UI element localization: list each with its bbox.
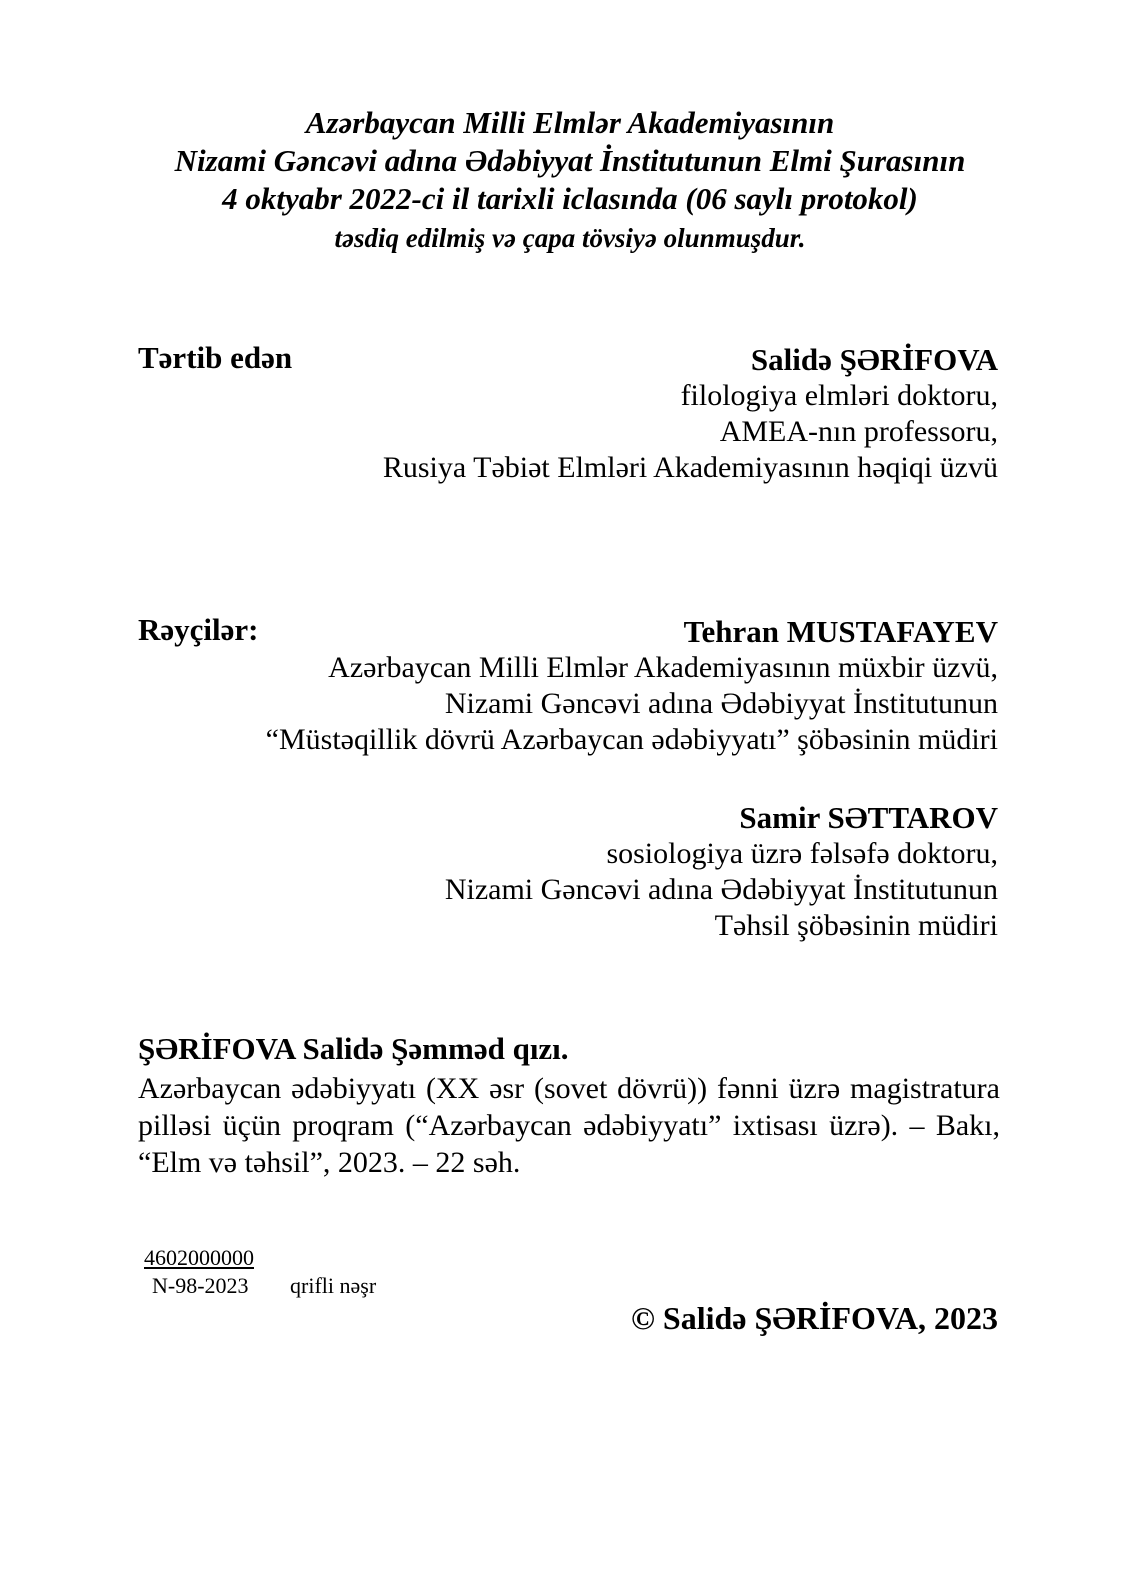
publication-codes: [144, 1244, 254, 1300]
reviewer-1-name: Tehran MUSTAFAYEV: [683, 614, 998, 649]
compiler-detail: filologiya elmləri doktoru,: [680, 379, 998, 412]
reviewer-1-block: [266, 614, 998, 758]
compiler-block: [383, 342, 998, 486]
edition-note: qrifli nəşr: [290, 1273, 377, 1298]
publication-number: N-98-2023: [152, 1273, 249, 1298]
isbn-code: 4602000000: [144, 1245, 254, 1270]
bibliography-title: ŞƏRİFOVA Salidə Şəmməd qızı.: [138, 1031, 569, 1066]
reviewer-2-name: Samir SƏTTAROV: [739, 800, 998, 835]
bibliography-text: Azərbaycan ədəbiyyatı (XX əsr (sovet dövrü)) fənni üzrə magistratura pilləsi üçün proqram (“Azərbaycan ədəbiyyatı” ixtisası üzrə). – Bakı, “Elm və təhsil”, 2023. – 22 səh.: [138, 1072, 1000, 1179]
compiler-name: Salidə ŞƏRİFOVA: [750, 342, 998, 377]
compiler-detail: AMEA-nın professoru,: [719, 415, 998, 448]
reviewer-2-block: [445, 800, 998, 944]
compiler-label: Tərtib edən: [138, 340, 293, 375]
approval-line-4: təsdiq edilmiş və çapa tövsiyə olunmuşdur.: [334, 223, 806, 253]
reviewers-label: Rəyçilər:: [138, 612, 259, 647]
reviewer-2-detail: Təhsil şöbəsinin müdiri: [714, 909, 998, 942]
reviewer-2-detail: Nizami Gəncəvi adına Ədəbiyyat İnstitutunun: [444, 873, 998, 906]
compiler-detail: Rusiya Təbiət Elmləri Akademiyasının həqiqi üzvü: [382, 451, 998, 484]
bibliographic-entry: [138, 1030, 1000, 1181]
approval-line-1: Azərbaycan Milli Elmlər Akademiyasının: [305, 105, 835, 140]
approval-line-2: Nizami Gəncəvi adına Ədəbiyyat İnstitutunun Elmi Şurasının: [174, 143, 966, 178]
reviewer-2-detail: sosiologiya üzrə fəlsəfə doktoru,: [606, 837, 998, 870]
reviewer-1-detail: “Müstəqillik dövrü Azərbaycan ədəbiyyatı” şöbəsinin müdiri: [265, 723, 998, 756]
reviewer-1-detail: Azərbaycan Milli Elmlər Akademiyasının müxbir üzvü,: [328, 651, 998, 684]
reviewer-1-detail: Nizami Gəncəvi adına Ədəbiyyat İnstitutunun: [444, 687, 998, 720]
approval-statement: [110, 104, 1030, 258]
copyright-notice: © Salidə ŞƏRİFOVA, 2023: [630, 1300, 998, 1336]
approval-line-3: 4 oktyabr 2022-ci il tarixli iclasında (06 saylı protokol): [222, 181, 918, 216]
